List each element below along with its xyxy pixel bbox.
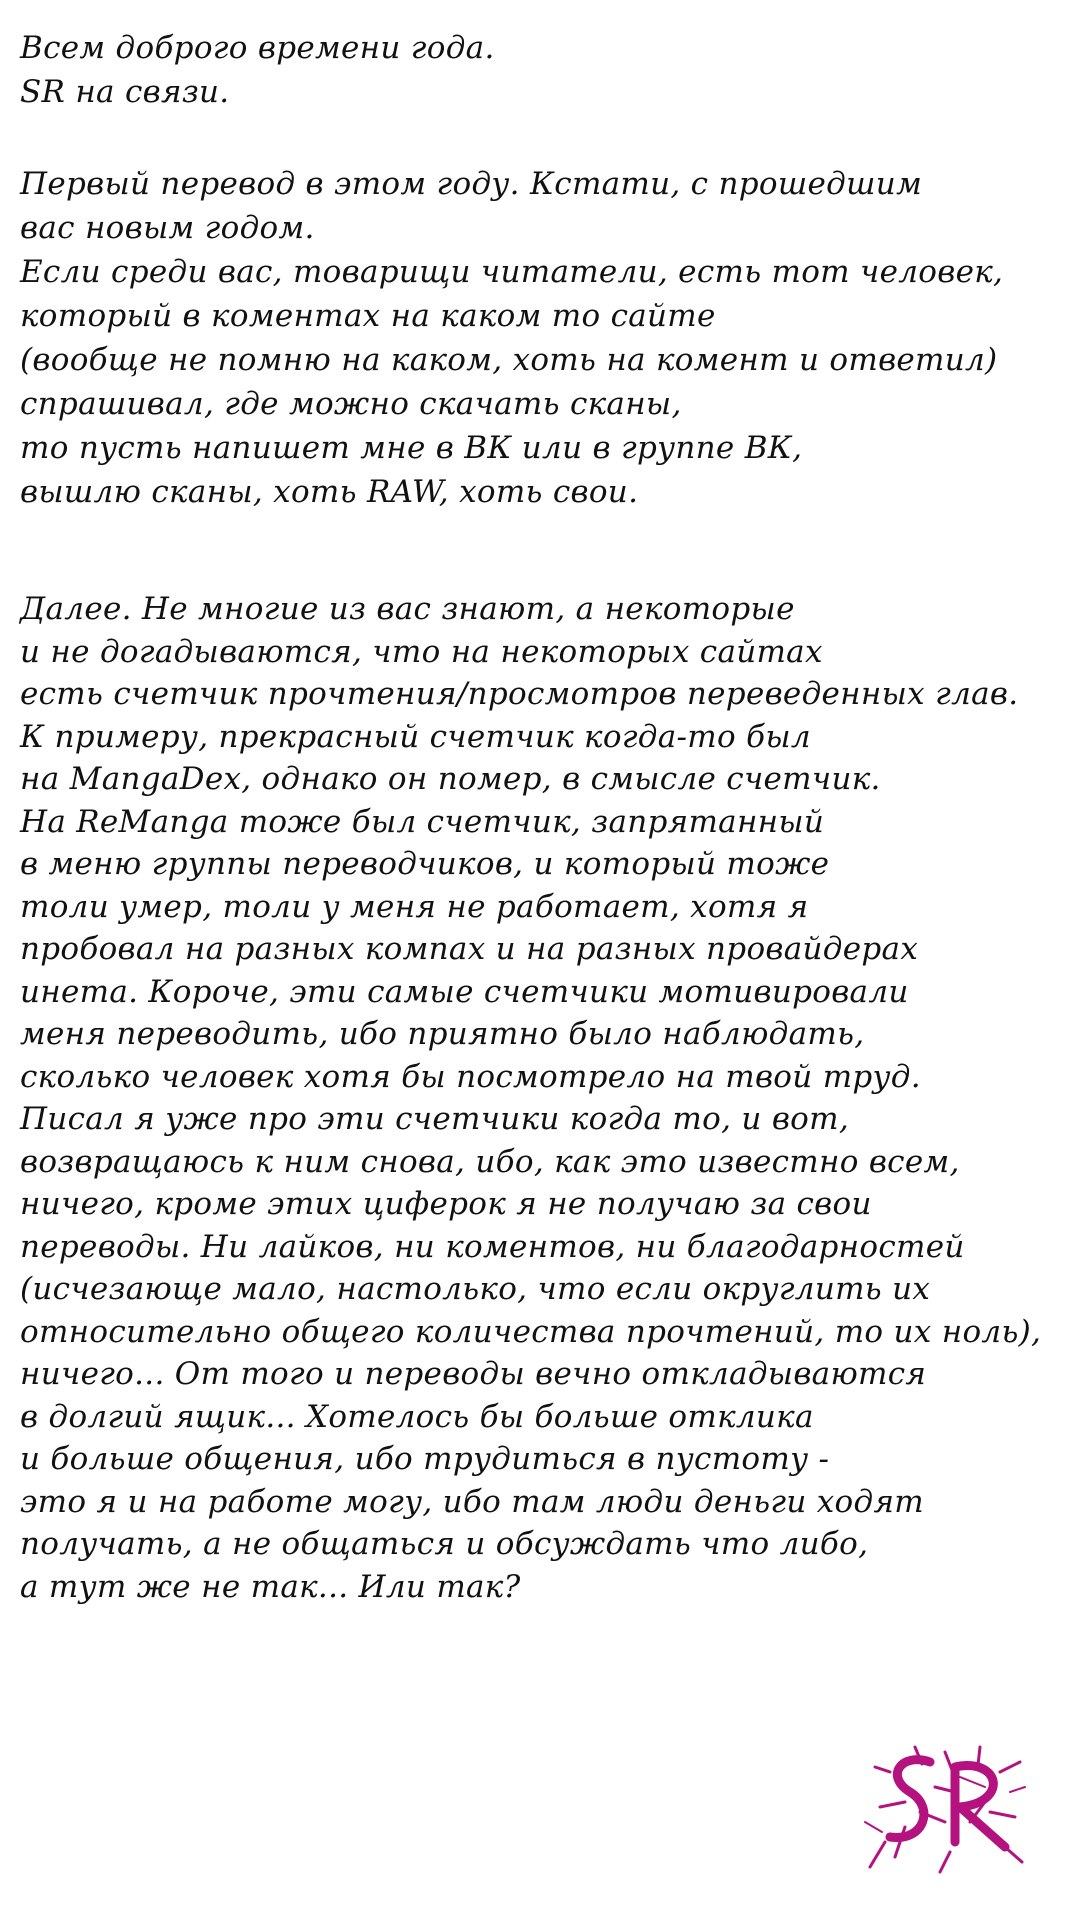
text-line: это я и на работе могу, ибо там люди деньги ходят [20, 1483, 924, 1520]
text-line: и не догадываются, что на некоторых сайтах [20, 633, 823, 670]
text-line: На ReManga тоже был счетчик, запрятанный [20, 803, 825, 840]
text-line: толи умер, толи у меня не работает, хотя я [20, 888, 809, 925]
text-line: (вообще не помню на каком, хоть на комент и ответил) [20, 342, 998, 378]
text-line: и больше общения, ибо трудиться в пустоту - [20, 1441, 830, 1477]
text-line: вас новым годом. [20, 210, 315, 246]
text-line: на MangaDex, однако он помер, в смысле счетчик. [20, 761, 881, 797]
text-line: получать, а не общаться и обсуждать что либо, [20, 1526, 869, 1562]
text-line: ничего... От того и переводы вечно откладываются [20, 1356, 927, 1392]
text-line: Первый перевод в этом году. Кстати, с прошедшим [20, 166, 923, 202]
text-line: а тут же не так... Или так? [20, 1568, 521, 1605]
text-line: Всем доброго времени года. [20, 30, 495, 66]
text-line: пробовал на разных компах и на разных провайдерах [20, 931, 919, 967]
text-line: меня переводить, ибо приятно было наблюдать, [20, 1016, 865, 1052]
text-line: в долгий ящик... Хотелось бы больше отклика [20, 1398, 814, 1435]
text-line: Если среди вас, товарищи читатели, есть тот человек, [20, 254, 1004, 290]
text-line: то пусть напишет мне в ВК или в группе ВК, [20, 430, 803, 466]
text-line: ничего, кроме этих циферок я не получаю за свои [20, 1186, 872, 1222]
paragraph-1 [20, 162, 1060, 514]
text-line: переводы. Ни лайков, ни коментов, ни благодарностей [20, 1228, 965, 1265]
paragraph-2 [20, 588, 1060, 1608]
sr-signature-logo-icon [860, 1732, 1030, 1882]
text-line: вышлю сканы, хоть RAW, хоть свои. [20, 474, 639, 510]
text-line: Писал я уже про эти счетчики когда то, и вот, [20, 1101, 849, 1137]
text-line: (исчезающе мало, настолько, что если округлить их [20, 1271, 931, 1307]
text-line: который в коментах на каком то сайте [20, 298, 716, 334]
text-line: возвращаюсь к ним снова, ибо, как это известно всем, [20, 1143, 960, 1180]
greeting-block [20, 26, 1060, 114]
text-line: относительно общего количества прочтений, то их ноль), [20, 1313, 1042, 1350]
text-line: К примеру, прекрасный счетчик когда-то был [20, 718, 811, 755]
text-line: есть счетчик прочтения/просмотров переведенных глав. [20, 676, 1019, 712]
text-line: Далее. Не многие из вас знают, а некоторые [20, 591, 795, 627]
text-line: SR на связи. [20, 74, 230, 110]
text-line: в меню группы переводчиков, и который тоже [20, 846, 830, 882]
text-line: инета. Короче, эти самые счетчики мотивировали [20, 973, 909, 1010]
text-line: сколько человек хотя бы посмотрело на твой труд. [20, 1058, 921, 1095]
signature-svg [860, 1732, 1030, 1882]
text-line: спрашивал, где можно скачать сканы, [20, 386, 682, 422]
